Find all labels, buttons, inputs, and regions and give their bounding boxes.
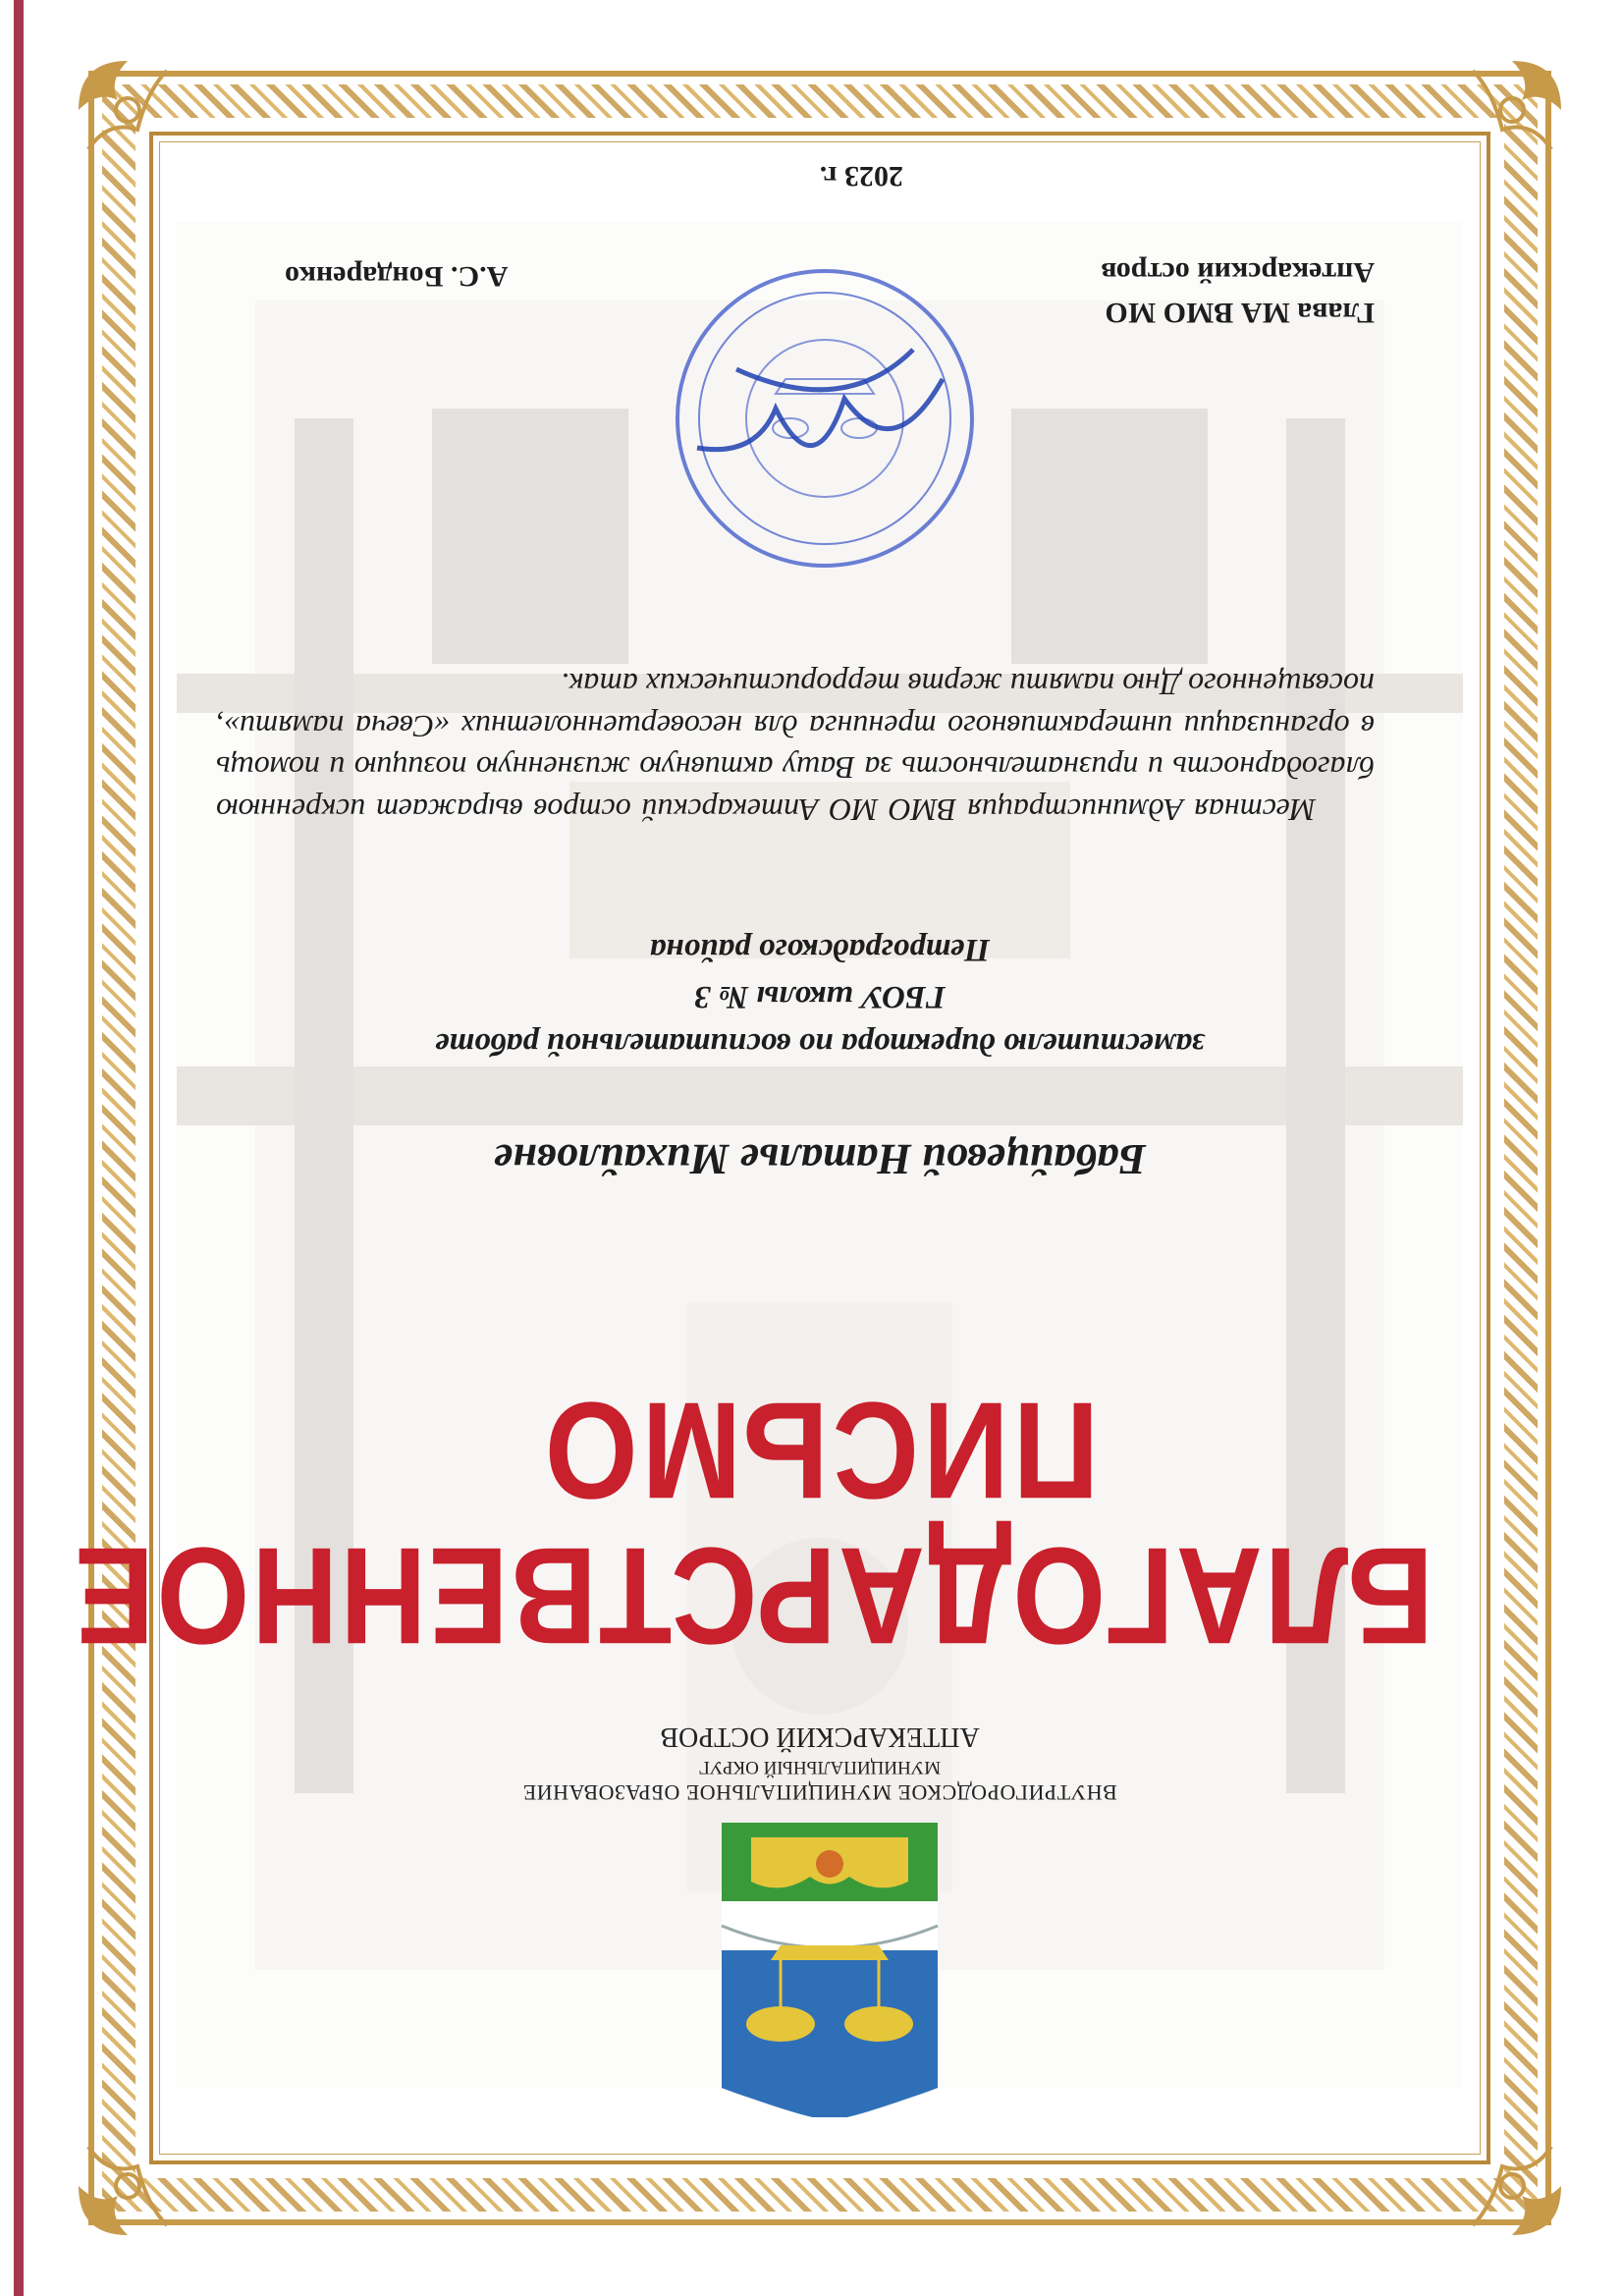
coat-of-arms-icon: [712, 1823, 947, 2117]
municipality-header: [285, 1721, 1355, 1805]
signatory-name: А.С. Бондаренко: [285, 260, 509, 293]
corner-ornament-icon: [1453, 51, 1571, 169]
signatory-role-line2: Аптекарский остров: [1101, 256, 1375, 290]
corner-ornament-icon: [69, 51, 187, 169]
municipality-line3: АПТЕКАРСКИЙ ОСТРОВ: [660, 1722, 980, 1752]
document-year: 2023 г.: [819, 160, 903, 192]
official-seal-icon: [668, 261, 982, 575]
title-line1: БЛАГОДАРСТВЕННОЕ: [72, 1518, 1434, 1673]
municipality-line1: ВНУТРИГОРОДСКОЕ МУНИЦИПАЛЬНОЕ ОБРАЗОВАНИЕ: [522, 1780, 1117, 1805]
letter-sheet: [29, 12, 1610, 2284]
title-line2: ПИСЬМО: [540, 1373, 1100, 1528]
position-line2: ГБОУ школы № 3: [694, 979, 946, 1015]
municipality-line2: МУНИЦИПАЛЬНЫЙ ОКРУГ: [698, 1757, 942, 1777]
position-line3: Петроградского района: [649, 932, 991, 968]
recipient-name: Бабайцевой Наталье Михайловне: [493, 1135, 1147, 1183]
position-line1: заместителю директора по воспитательной работе: [435, 1026, 1205, 1062]
corner-ornament-icon: [69, 2127, 187, 2245]
letter-body: Местная Администрация ВМО МО Аптекарский остров выражает искреннюю благодарность и признательность за Вашу активную жизненную позицию и помощь в организации интерактивного тренинга для несовершеннолетних «Свеча памяти», посвященного Дню памяти жертв террористических атак.: [216, 667, 1375, 828]
recipient-position: [226, 925, 1414, 1066]
scan-edge-strip: [14, 0, 24, 2296]
corner-ornament-icon: [1453, 2127, 1571, 2245]
signatory-role-line1: Глава МА ВМО МО: [1105, 297, 1375, 329]
document-title: [72, 1373, 1434, 1673]
signatory-role: [1101, 252, 1375, 332]
